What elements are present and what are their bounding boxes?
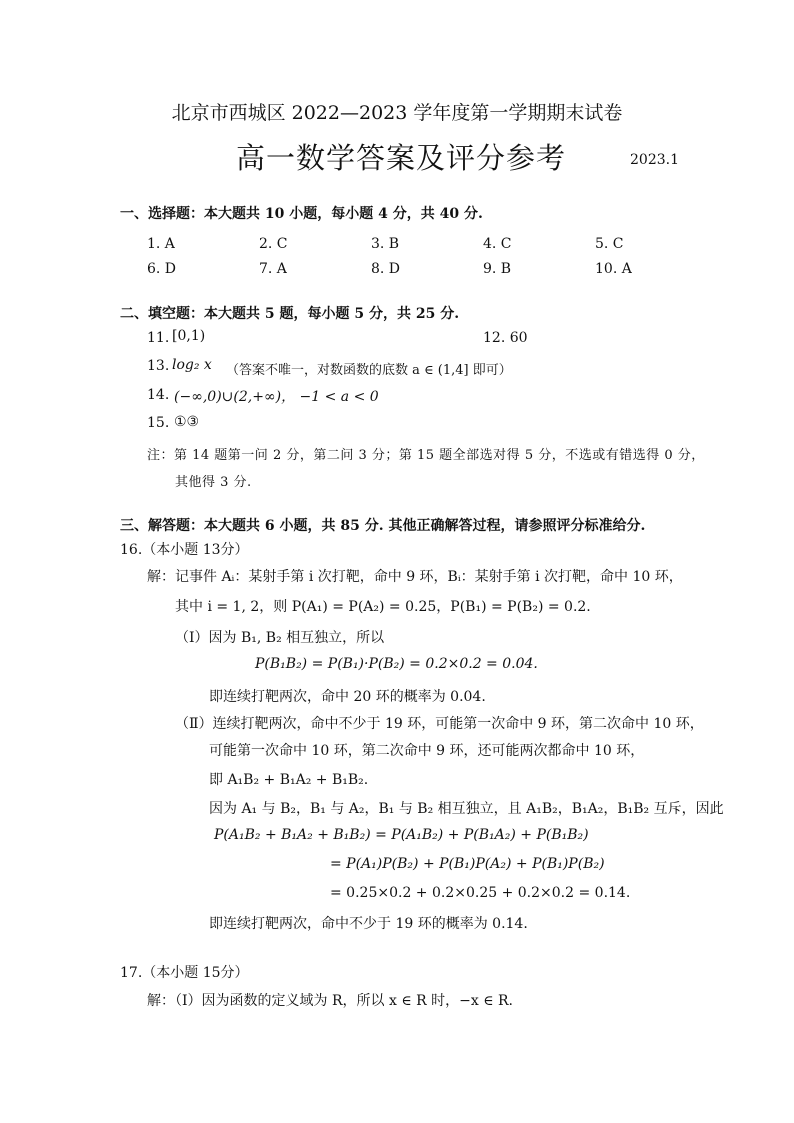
q16-part-1-intro: （Ⅰ）因为 B₁, B₂ 相互独立，所以 bbox=[175, 630, 385, 646]
q16-part-2-equation-1: P(A₁B₂ + B₁A₂ + B₁B₂) = P(A₁B₂) + P(B₁A₂) + P(B₁B₂) bbox=[214, 827, 589, 843]
q16-part-2-line-4: 因为 A₁ 与 B₂，B₁ 与 A₂，B₁ 与 B₂ 相互独立，且 A₁B₂，B₁A₂，B₁B₂ 互斥，因此 bbox=[209, 801, 724, 817]
answer-6: 6. D bbox=[147, 261, 177, 277]
scoring-note-line-2: 其他得 3 分. bbox=[175, 475, 252, 490]
exam-date: 2023.1 bbox=[630, 152, 679, 168]
q16-part-2-line-1: （Ⅱ）连续打靶两次，命中不少于 19 环，可能第一次命中 9 环，第二次命中 10 环， bbox=[175, 716, 704, 732]
q16-part-2-equation-3: = 0.25×0.2 + 0.2×0.25 + 0.2×0.2 = 0.14. bbox=[330, 885, 631, 901]
answer-4: 4. C bbox=[483, 236, 512, 252]
question-13-label: 13. bbox=[147, 358, 170, 374]
answer-8: 8. D bbox=[371, 261, 401, 277]
q16-part-1-equation: P(B₁B₂) = P(B₁)·P(B₂) = 0.2×0.2 = 0.04. bbox=[255, 656, 538, 672]
q16-part-2-equation-2: = P(A₁)P(B₂) + P(B₁)P(A₂) + P(B₁)P(B₂) bbox=[330, 856, 605, 872]
question-14-label: 14. bbox=[147, 387, 170, 403]
q17-line-1: 解：（Ⅰ）因为函数的定义域为 R，所以 x ∈ R 时，−x ∈ R. bbox=[147, 993, 514, 1009]
question-15-label: 15. bbox=[147, 415, 170, 431]
q16-part-2-line-3: 即 A₁B₂ + B₁A₂ + B₁B₂. bbox=[209, 772, 369, 788]
section-2-heading: 二、填空题：本大题共 5 题，每小题 5 分，共 25 分. bbox=[120, 306, 460, 322]
answer-7: 7. A bbox=[259, 261, 287, 277]
q16-line-2: 其中 i = 1, 2，则 P(A₁) = P(A₂) = 0.25，P(B₁) = P(B₂) = 0.2. bbox=[175, 599, 591, 615]
question-13-note: （答案不唯一，对数函数的底数 a ∈ (1,4] 即可） bbox=[226, 363, 512, 378]
question-13-answer: log₂ x bbox=[172, 357, 212, 373]
section-3-heading: 三、解答题：本大题共 6 小题，共 85 分. 其他正确解答过程，请参照评分标准给分. bbox=[120, 518, 646, 534]
answer-1: 1. A bbox=[147, 236, 175, 252]
answer-10: 10. A bbox=[595, 261, 632, 277]
q16-line-1: 解：记事件 Aᵢ：某射手第 i 次打靶，命中 9 环，Bᵢ：某射手第 i 次打靶，命中 10 环， bbox=[147, 569, 683, 585]
question-11-label: 11. bbox=[147, 330, 170, 346]
answer-key-title: 高一数学答案及评分参考 bbox=[236, 141, 567, 175]
answer-2: 2. C bbox=[259, 236, 288, 252]
q16-part-2-line-2: 可能第一次命中 10 环，第二次命中 9 环，还可能两次都命中 10 环， bbox=[209, 743, 645, 759]
question-16-label: 16.（本小题 13分） bbox=[120, 542, 249, 558]
q16-part-1-conclusion: 即连续打靶两次，命中 20 环的概率为 0.04. bbox=[209, 689, 486, 705]
question-12-answer: 12. 60 bbox=[483, 330, 528, 346]
answer-5: 5. C bbox=[595, 236, 624, 252]
answer-3: 3. B bbox=[371, 236, 400, 252]
question-14-answer: (−∞,0)∪(2,+∞)， −1 < a < 0 bbox=[174, 389, 379, 405]
answer-9: 9. B bbox=[483, 261, 512, 277]
question-15-answer: ①③ bbox=[174, 414, 200, 430]
scoring-note-line-1: 注：第 14 题第一问 2 分，第二问 3 分；第 15 题全部选对得 5 分，不选或有错选得 0 分， bbox=[147, 448, 705, 463]
q16-part-2-conclusion: 即连续打靶两次，命中不少于 19 环的概率为 0.14. bbox=[209, 916, 528, 932]
question-17-label: 17.（本小题 15分） bbox=[120, 965, 249, 981]
section-1-heading: 一、选择题：本大题共 10 小题，每小题 4 分，共 40 分. bbox=[120, 206, 483, 222]
question-11-answer: [0,1) bbox=[172, 328, 206, 344]
exam-title: 北京市西城区 2022—2023 学年度第一学期期末试卷 bbox=[171, 102, 623, 124]
